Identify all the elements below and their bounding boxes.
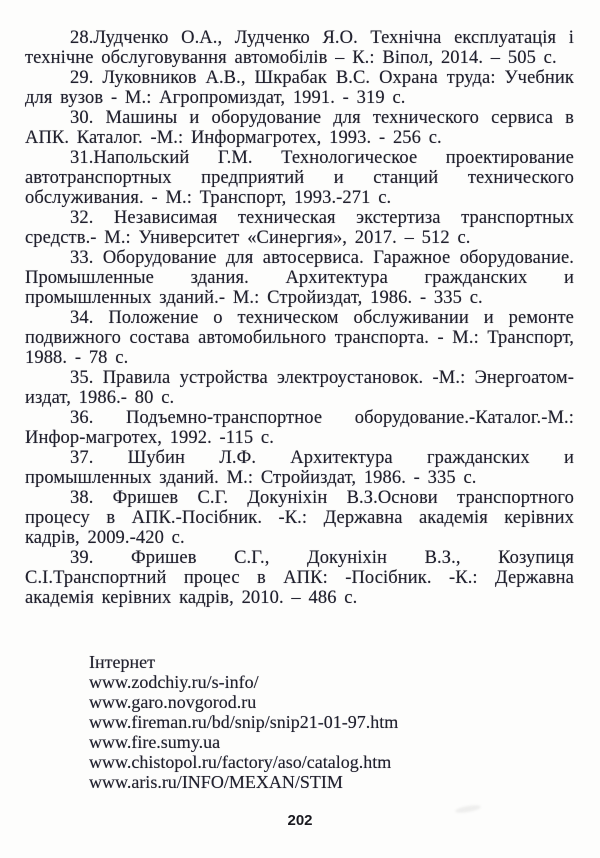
- reference-list: [25, 28, 574, 608]
- internet-url: www.chistopol.ru/factory/aso/catalog.htm: [89, 752, 392, 772]
- page-number: 202: [287, 812, 313, 829]
- internet-url: www.zodchiy.ru/s-info/: [89, 672, 259, 692]
- reference-item: 35. Правила устройства электроустановок. -М.: Энергоатом-издат, 1986.- 80 с.: [25, 368, 574, 408]
- internet-url: www.fireman.ru/bd/snip/snip21-01-97.htm: [89, 712, 399, 732]
- reference-item: 34. Положение о техническом обслуживании и ремонте подвижного состава автомобильного транспорта. - М.: Транспорт, 1988. - 78 с.: [25, 308, 574, 368]
- reference-item: 33. Оборудование для автосервиса. Гаражное оборудование. Промышленные здания. Архитектура гражданских и промышленных зданий.- М.: Стройиздат, 1986. - 335 с.: [25, 248, 574, 308]
- reference-item: 30. Машины и оборудование для технического сервиса в АПК. Каталог. -М.: Информагротех, 1993. - 256 с.: [25, 108, 574, 148]
- internet-url: www.garo.novgorod.ru: [89, 692, 257, 712]
- reference-item: 37. Шубин Л.Ф. Архитектура гражданских и промышленных зданий. М.: Стройиздат, 1986. - 335 с.: [25, 448, 574, 488]
- internet-section: [89, 652, 398, 792]
- reference-item: 39. Фришев С.Г., Докуніхін В.З., Козупиця С.І.Транспортний процес в АПК: -Посібник. -К.: Державна академія керівних кадрів, 2010. – 486 с.: [25, 548, 574, 608]
- reference-item: 38. Фришев С.Г. Докуніхін В.З.Основи транспортного процесу в АПК.-Посібник. -К.: Державна академія керівних кадрів, 2009.-420 с.: [25, 488, 574, 548]
- internet-url: www.fire.sumy.ua: [89, 732, 221, 752]
- reference-item: 32. Независимая техническая экстертиза транспортных средств.- М.: Университет «Синергия», 2017. – 512 с.: [25, 208, 574, 248]
- reference-item: 36. Подъемно-транспортное оборудование.-Каталог.-М.: Инфор-магротех, 1992. -115 с.: [25, 408, 574, 448]
- reference-item: 28.Лудченко О.А., Лудченко Я.О. Технічна експлуатація і технічне обслуговування автомобілів – К.: Віпол, 2014. – 505 с.: [25, 28, 574, 68]
- reference-item: 31.Напольский Г.М. Технологическое проектирование автотранспортных предприятий и станций технического обслуживания. - М.: Транспорт, 1993.-271 с.: [25, 148, 574, 208]
- page-content: [25, 28, 574, 608]
- reference-item: 29. Луковников А.В., Шкрабак В.С. Охрана труда: Учебник для вузов - М.: Агропромиздат, 1991. - 319 с.: [25, 68, 574, 108]
- internet-url: www.aris.ru/INFO/MEXAN/STIM: [89, 772, 343, 792]
- internet-heading: Інтернет: [89, 652, 155, 672]
